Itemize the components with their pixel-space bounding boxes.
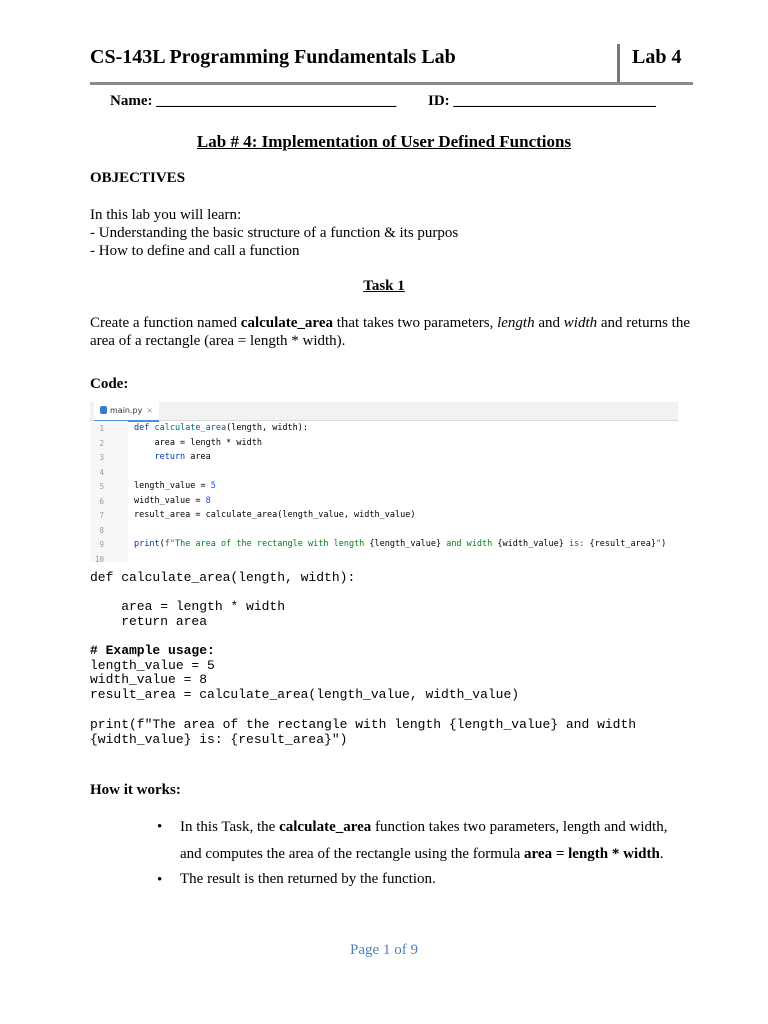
desc-text: Create a function named	[90, 315, 241, 331]
desc-text: and	[534, 315, 564, 331]
code-text: )	[661, 539, 667, 549]
desc-text: and returns the area of a rectangle (area = length * width).	[90, 315, 690, 349]
id-field: ID: ___________________________	[428, 93, 656, 109]
code-line: area = length * width	[134, 438, 262, 448]
line-number: 9	[99, 540, 104, 549]
name-field: Name: ________________________________	[110, 93, 397, 109]
objective-item: - Understanding the basic structure of a function & its purpos	[90, 225, 459, 241]
bullet-function-name: calculate_area	[279, 819, 372, 835]
keyword: return	[134, 452, 186, 462]
number-literal: 5	[210, 481, 216, 491]
desc-param-length: length	[497, 315, 535, 331]
bullet-text: .	[659, 846, 664, 862]
page-number: Page 1 of 9	[350, 942, 418, 958]
course-title: CS-143L Programming Fundamentals Lab	[90, 46, 456, 68]
string-literal: is:	[563, 539, 590, 549]
task-title: Task 1	[363, 278, 405, 294]
code-listing-line: return area	[90, 614, 208, 629]
fstring-expr: {length_value}	[369, 539, 442, 549]
code-line: result_area = calculate_area(length_value, width_value)	[134, 510, 416, 520]
code-comment: # Example usage:	[90, 643, 215, 658]
keyword: def	[134, 423, 155, 433]
code-line	[134, 452, 211, 462]
desc-text: that takes two parameters,	[332, 315, 498, 331]
code-text: length_value =	[134, 481, 211, 491]
line-number: 4	[99, 468, 104, 477]
code-line	[134, 481, 216, 491]
code-text: (length, width):	[226, 423, 309, 433]
string-literal: "	[656, 539, 662, 549]
code-line	[134, 496, 211, 506]
builtin-function: print	[134, 539, 160, 549]
code-listing-line: def calculate_area(length, width):	[90, 570, 356, 585]
code-listing-line: print(f"The area of the rectangle with length {length_value} and width	[90, 717, 637, 732]
objectives-heading: OBJECTIVES	[90, 170, 186, 186]
number-literal: 8	[205, 496, 211, 506]
code-listing-line: {width_value} is: {result_area}")	[90, 732, 348, 747]
bullet-item	[180, 814, 685, 868]
lab-title: Lab # 4: Implementation of User Defined Functions	[196, 132, 572, 151]
line-number: 10	[94, 555, 104, 562]
fstring-expr: {width_value}	[497, 539, 564, 549]
python-file-icon	[100, 406, 107, 414]
ide-tab-bar	[90, 402, 678, 421]
desc-function-name: calculate_area	[240, 315, 333, 331]
code-listing-line: area = length * width	[90, 599, 286, 614]
task-description	[90, 314, 690, 350]
code-line	[134, 539, 666, 549]
string-literal: and width	[441, 539, 498, 549]
function-name: calculate_area	[154, 423, 227, 433]
code-listing-line: result_area = calculate_area(length_value, width_value)	[90, 687, 520, 702]
line-number: 7	[99, 511, 104, 520]
line-number: 3	[99, 453, 104, 462]
code-text: area	[185, 452, 211, 462]
bullet-icon: •	[157, 819, 163, 835]
line-number: 1	[99, 424, 104, 433]
string-literal: f"The area of the rectangle with length	[164, 539, 370, 549]
ide-tab-main-py	[94, 402, 159, 422]
bullet-text: function takes two parameters, length and width, and computes the area of the rectangle using the formula	[180, 819, 668, 862]
close-icon: ×	[146, 406, 154, 415]
code-label: Code:	[90, 376, 129, 392]
bullet-formula: area = length * width	[524, 846, 660, 862]
line-number: 2	[99, 439, 104, 448]
code-line	[134, 423, 308, 433]
ide-screenshot	[90, 402, 678, 562]
bullet-icon: •	[157, 872, 163, 888]
objective-item: - How to define and call a function	[90, 243, 300, 259]
line-number: 8	[99, 526, 104, 535]
code-listing-line: length_value = 5	[90, 658, 215, 673]
code-text: width_value =	[134, 496, 206, 506]
objectives-intro: In this lab you will learn:	[90, 207, 242, 223]
how-it-works-heading: How it works:	[90, 782, 181, 798]
lab-number: Lab 4	[632, 46, 682, 68]
line-number: 5	[99, 482, 104, 491]
desc-param-width: width	[563, 315, 598, 331]
code-listing-line: width_value = 8	[90, 672, 208, 687]
fstring-expr: {result_area}	[589, 539, 657, 549]
header-rule	[90, 82, 693, 85]
code-text: (	[159, 539, 165, 549]
ide-tab-label: main.py	[110, 406, 143, 415]
header-divider	[617, 44, 620, 84]
line-number: 6	[99, 497, 104, 506]
bullet-text: In this Task, the	[180, 819, 280, 835]
bullet-item: The result is then returned by the function.	[180, 871, 436, 887]
